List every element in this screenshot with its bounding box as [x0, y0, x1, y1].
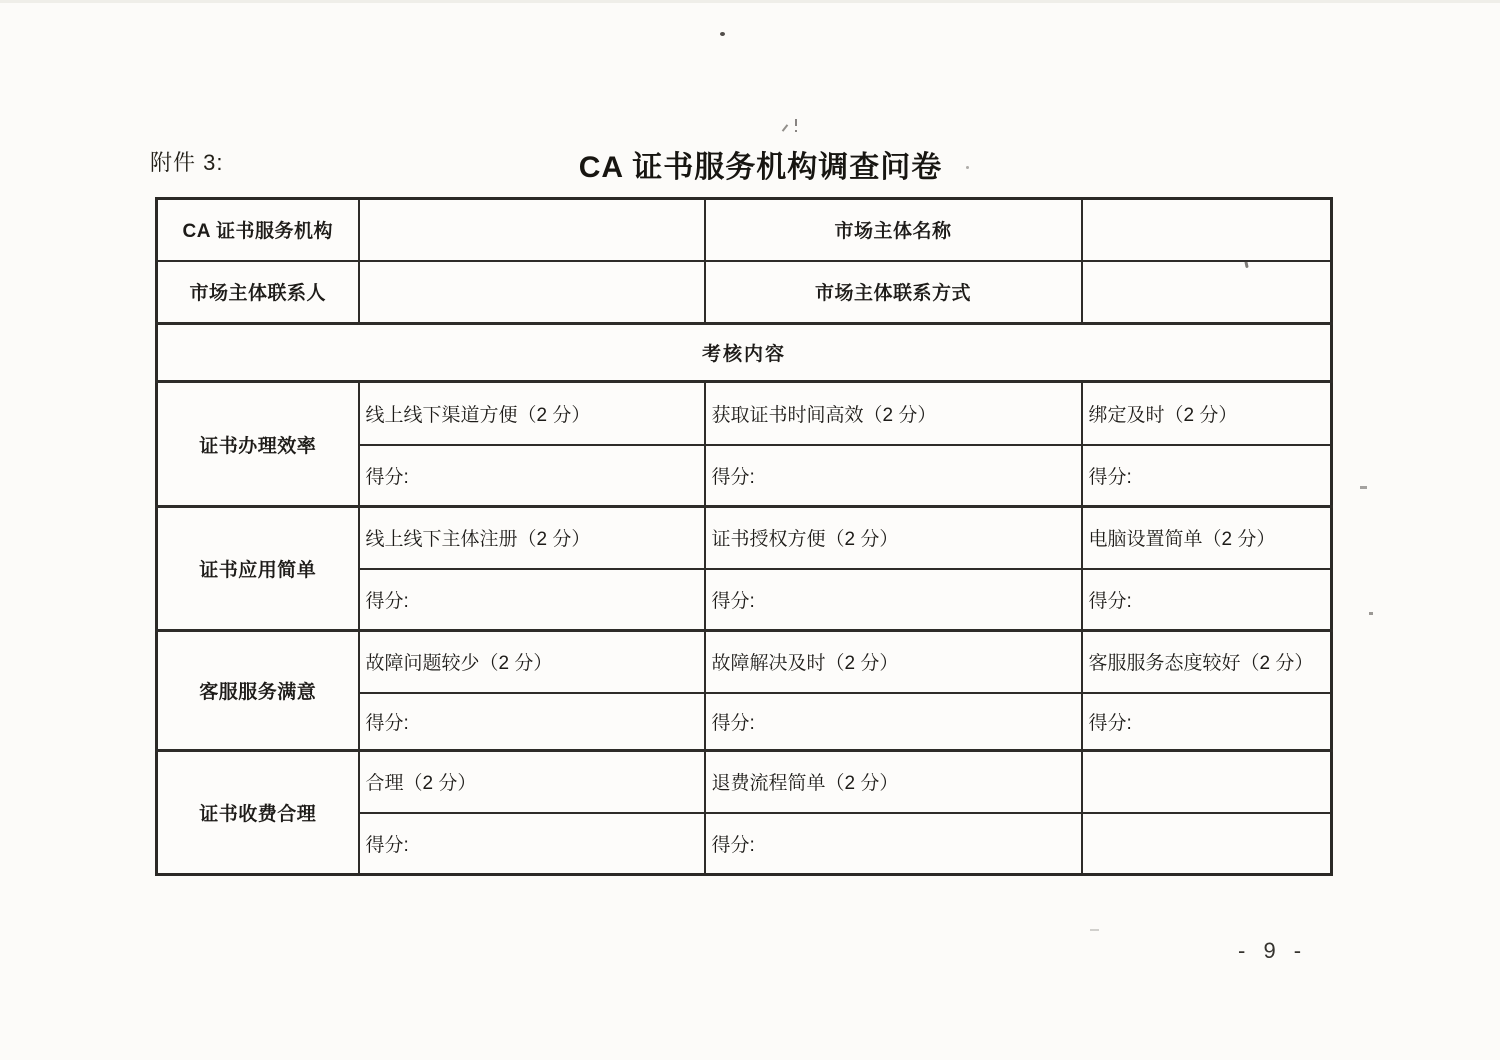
score-input-cell[interactable]: 得分:: [1082, 693, 1332, 751]
category-cert-processing-efficiency: 证书办理效率: [157, 382, 359, 507]
scan-speck: [782, 124, 789, 132]
table-row: [157, 324, 1332, 382]
scan-speck: [966, 166, 969, 169]
criterion-cell: 线上线下主体注册（2 分）: [359, 507, 705, 569]
page-number: - 9 -: [1238, 938, 1308, 963]
scan-speck: [1369, 612, 1373, 615]
score-input-cell[interactable]: 得分:: [1082, 445, 1332, 507]
criterion-cell: 故障问题较少（2 分）: [359, 631, 705, 693]
criterion-cell: 获取证书时间高效（2 分）: [705, 382, 1082, 445]
table-row: [157, 199, 1332, 261]
table-row: [157, 631, 1332, 693]
criterion-cell: 合理（2 分）: [359, 751, 705, 813]
criterion-cell: 客服服务态度较好（2 分）: [1082, 631, 1332, 693]
score-input-cell[interactable]: 得分:: [705, 445, 1082, 507]
contact-method-label: 市场主体联系方式: [705, 261, 1082, 324]
criterion-cell: 退费流程简单（2 分）: [705, 751, 1082, 813]
attachment-label: 附件 3:: [150, 150, 224, 175]
criterion-cell: 绑定及时（2 分）: [1082, 382, 1332, 445]
score-input-cell[interactable]: 得分:: [1082, 569, 1332, 631]
contact-person-input-cell[interactable]: [359, 261, 705, 324]
score-input-cell[interactable]: 得分:: [359, 813, 705, 875]
score-input-cell[interactable]: 得分:: [705, 693, 1082, 751]
scan-speck: [720, 32, 725, 36]
scan-speck: [1360, 486, 1367, 489]
category-cert-fee-reasonable: 证书收费合理: [157, 751, 359, 875]
criterion-cell: 电脑设置简单（2 分）: [1082, 507, 1332, 569]
scan-speck: [795, 130, 797, 132]
category-cert-application-simple: 证书应用简单: [157, 507, 359, 631]
table-row: [157, 507, 1332, 569]
score-input-cell[interactable]: 得分:: [359, 445, 705, 507]
document-title: CA 证书服务机构调查问卷: [578, 151, 943, 184]
ca-provider-label: CA 证书服务机构: [157, 199, 359, 261]
score-input-cell[interactable]: 得分:: [359, 693, 705, 751]
criterion-cell: 证书授权方便（2 分）: [705, 507, 1082, 569]
exam-content-header: 考核内容: [157, 324, 1332, 382]
market-entity-name-input-cell[interactable]: [1082, 199, 1332, 261]
score-input-cell[interactable]: 得分:: [705, 569, 1082, 631]
ca-provider-input-cell[interactable]: [359, 199, 705, 261]
contact-method-input-cell[interactable]: [1082, 261, 1332, 324]
market-entity-name-label: 市场主体名称: [705, 199, 1082, 261]
survey-table: [155, 197, 1333, 876]
scan-speck: [1090, 929, 1099, 931]
category-customer-service-satisfaction: 客服服务满意: [157, 631, 359, 751]
criterion-cell: 故障解决及时（2 分）: [705, 631, 1082, 693]
table-row: [157, 261, 1332, 324]
score-input-cell[interactable]: 得分:: [359, 569, 705, 631]
scan-speck: [795, 119, 797, 126]
contact-person-label: 市场主体联系人: [157, 261, 359, 324]
criterion-cell: 线上线下渠道方便（2 分）: [359, 382, 705, 445]
scan-edge-artifact: [0, 0, 1500, 3]
empty-cell: [1082, 751, 1332, 813]
table-row: [157, 751, 1332, 813]
table-row: [157, 382, 1332, 445]
empty-cell: [1082, 813, 1332, 875]
score-input-cell[interactable]: 得分:: [705, 813, 1082, 875]
